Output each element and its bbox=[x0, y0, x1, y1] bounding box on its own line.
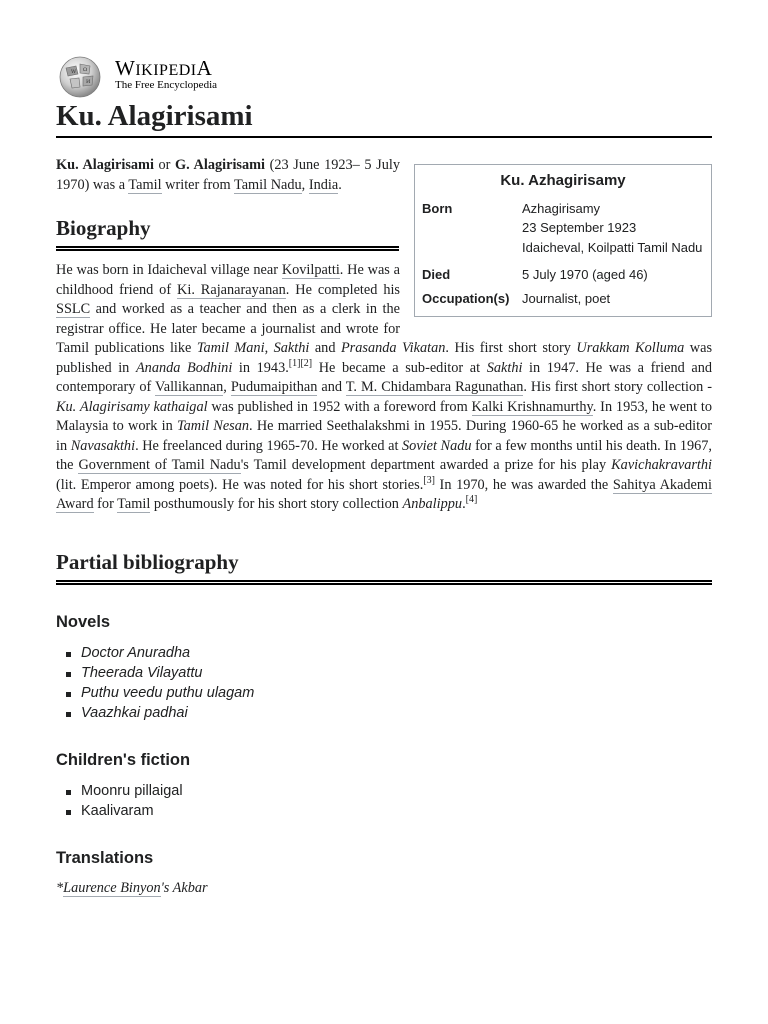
text: . bbox=[338, 176, 342, 193]
link-kovilpatti[interactable]: Kovilpatti bbox=[281, 262, 340, 278]
publication-title: Tamil Nesan bbox=[176, 418, 250, 434]
link-tamil-nadu[interactable]: Tamil Nadu bbox=[233, 176, 302, 193]
section-heading-bibliography: Partial bibliography bbox=[56, 549, 712, 585]
link-tamil[interactable]: Tamil bbox=[117, 496, 151, 512]
text: . He married Seethalakshmi in 1955. During 1960-65 he worked as a sub-editor in bbox=[56, 418, 713, 454]
link-sahitya-akademi-award[interactable]: Sahitya Akademi Award bbox=[56, 476, 712, 512]
infobox-label: Died bbox=[422, 267, 451, 282]
infobox-line: Azhagirisamy bbox=[522, 200, 601, 216]
translation-item bbox=[56, 879, 712, 899]
text: . He freelanced during 1965-70. He worked at bbox=[135, 437, 403, 454]
text: in 1943. bbox=[232, 359, 289, 376]
link-india[interactable]: India bbox=[308, 176, 339, 193]
infobox-value: 5 July 1970 (aged 46) bbox=[522, 267, 648, 282]
text: . His first short story collection - bbox=[523, 379, 712, 395]
list-item bbox=[81, 703, 712, 723]
link-ki-rajanarayanan[interactable]: Ki. Rajanarayanan bbox=[177, 281, 286, 298]
link-tm-chidambara-ragunathan[interactable]: T. M. Chidambara Ragunathan bbox=[345, 379, 524, 395]
novel-title: Vaazhkai padhai bbox=[81, 704, 188, 721]
text: He was born in Idaicheval village near bbox=[56, 262, 282, 278]
infobox-row-died bbox=[415, 263, 711, 287]
wikipedia-globe-icon bbox=[56, 54, 104, 98]
publication-title: Prasanda Vikatan bbox=[340, 340, 446, 356]
text: , bbox=[301, 176, 309, 193]
reference-link[interactable]: [3] bbox=[423, 474, 435, 486]
work-title: Ku. Alagirisamy kathaigal bbox=[56, 398, 208, 415]
link-laurence-binyon[interactable]: Laurence Binyon bbox=[63, 879, 161, 896]
infobox-row-born bbox=[415, 197, 711, 264]
list-item bbox=[81, 683, 712, 703]
text: , bbox=[223, 379, 231, 395]
novels-list bbox=[56, 643, 712, 723]
wikipedia-tagline: The Free Encyclopedia bbox=[115, 79, 218, 91]
text: was published in 1952 with a foreword from bbox=[207, 398, 472, 415]
link-kalki-krishnamurthy[interactable]: Kalki Krishnamurthy bbox=[471, 398, 593, 415]
subsection-heading-novels: Novels bbox=[56, 612, 111, 631]
text: and bbox=[309, 340, 341, 356]
infobox bbox=[414, 164, 712, 317]
link-government-of-tamil-nadu[interactable]: Government of Tamil Nadu bbox=[78, 457, 241, 473]
reference-link[interactable]: [1][2] bbox=[288, 357, 313, 369]
svg-text:И: И bbox=[86, 79, 91, 85]
novel-title: Theerada Vilayattu bbox=[81, 664, 203, 681]
infobox-line: 23 September 1923 bbox=[522, 220, 637, 235]
publication-title: Ananda Bodhini bbox=[135, 359, 233, 376]
text: In 1970, he was awarded the bbox=[434, 476, 613, 493]
text: was published in bbox=[56, 340, 713, 376]
text: in 1947. He was a friend and contemporary of bbox=[56, 359, 712, 395]
publication-title: Tamil Mani bbox=[196, 340, 265, 356]
list-item: Moonru pillaigal bbox=[81, 781, 712, 801]
infobox-title: Ku. Azhagirisamy bbox=[500, 172, 626, 189]
link-tamil[interactable]: Tamil bbox=[128, 176, 162, 193]
text: or bbox=[153, 157, 176, 173]
infobox-label: Occupation(s) bbox=[422, 290, 510, 306]
subject-alt-name: G. Alagirisami bbox=[175, 157, 266, 173]
text: . He was a childhood friend of bbox=[56, 262, 400, 298]
link-vallikannan[interactable]: Vallikannan bbox=[155, 379, 224, 395]
list-item: Kaalivaram bbox=[81, 801, 712, 821]
svg-text:Ω: Ω bbox=[83, 67, 88, 73]
infobox-line: Idaicheval, Koilpatti Tamil Nadu bbox=[522, 239, 703, 255]
wikipedia-wordmark: WIKIPEDIA bbox=[115, 56, 213, 80]
text: and worked as a teacher and then as a clerk in the registrar office. He later became a journalist and wrote for Tamil publications like bbox=[56, 301, 400, 356]
article-body bbox=[56, 156, 712, 898]
infobox-value bbox=[522, 197, 711, 264]
subsection-heading-translations: Translations bbox=[56, 848, 154, 867]
text: . He completed his bbox=[285, 281, 401, 298]
list-item bbox=[81, 663, 712, 683]
subject-name: Ku. Alagirisami bbox=[56, 157, 154, 173]
wikipedia-logo[interactable] bbox=[56, 54, 256, 98]
section-heading-biography: Biography bbox=[56, 215, 399, 251]
publication-title: Navasakthi bbox=[70, 437, 136, 454]
publication-title: Sakthi bbox=[486, 359, 523, 376]
svg-text:W: W bbox=[71, 69, 77, 75]
novel-title: Doctor Anuradha bbox=[81, 644, 191, 661]
work-title: Anbalippu bbox=[402, 496, 463, 512]
publication-title: Soviet Nadu bbox=[402, 437, 472, 454]
text: . In 1953, he went to Malaysia to work in bbox=[56, 398, 712, 434]
link-pudumaipithan[interactable]: Pudumaipithan bbox=[230, 379, 318, 395]
text: He became a sub-editor at bbox=[312, 359, 487, 376]
text: 's Tamil development department awarded a prize for his play bbox=[240, 457, 612, 473]
infobox-row-occupation bbox=[415, 287, 711, 311]
page-title: Ku. Alagirisami bbox=[56, 96, 712, 138]
text: writer from bbox=[161, 176, 234, 193]
text: , bbox=[264, 340, 274, 356]
link-sslc[interactable]: SSLC bbox=[56, 301, 91, 317]
text: for bbox=[93, 496, 118, 512]
reference-link[interactable]: [4] bbox=[465, 494, 478, 506]
text: 's Akbar bbox=[160, 879, 208, 896]
childrens-fiction-list bbox=[56, 781, 712, 821]
list-item bbox=[81, 643, 712, 663]
text: for a few months until his death. In 1967, the bbox=[56, 437, 712, 473]
publication-title: Sakthi bbox=[273, 340, 310, 356]
work-title: Urakkam Kolluma bbox=[576, 340, 685, 356]
novel-title: Puthu veedu puthu ulagam bbox=[81, 684, 255, 701]
text: . bbox=[462, 496, 466, 512]
work-title: Kavichakravarthi bbox=[611, 457, 712, 473]
text: posthumously for his short story collection bbox=[150, 496, 403, 512]
text: and bbox=[317, 379, 346, 395]
subsection-heading-childrens-fiction: Children's fiction bbox=[56, 750, 191, 769]
infobox-table bbox=[415, 197, 711, 311]
infobox-label: Born bbox=[422, 200, 453, 216]
text: (23 June 1923– 5 July 1970) was a bbox=[56, 157, 400, 193]
text: * bbox=[56, 879, 64, 896]
infobox-value: Journalist, poet bbox=[522, 290, 611, 306]
text: (lit. Emperor among poets). He was noted for his short stories. bbox=[56, 476, 424, 493]
text: . His first short story bbox=[445, 340, 577, 356]
